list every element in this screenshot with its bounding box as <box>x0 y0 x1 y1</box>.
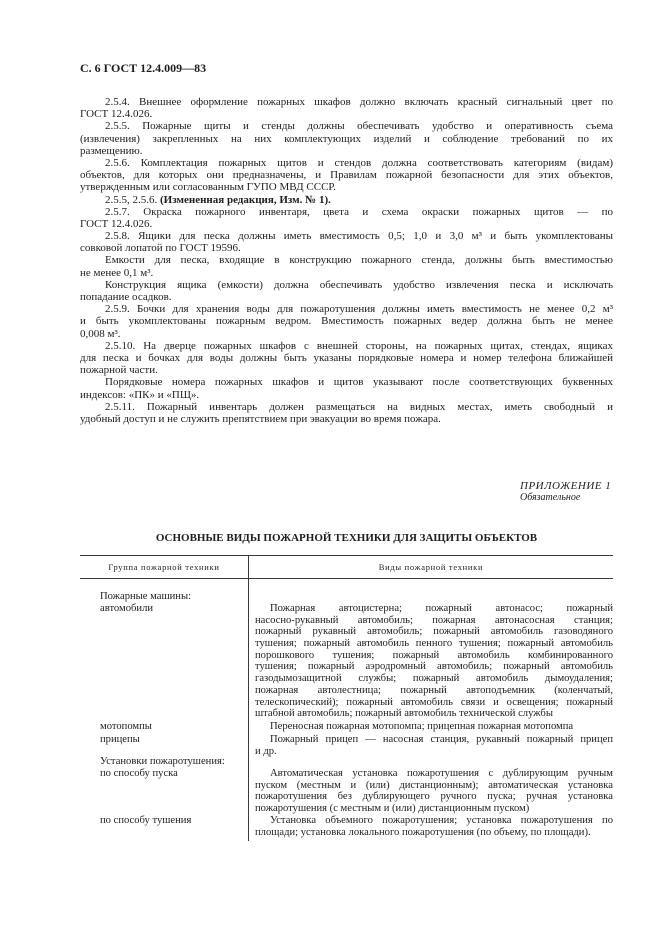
page-header: С. 6 ГОСТ 12.4.009—83 <box>80 61 207 75</box>
clause-line: попадание осадков. <box>80 291 172 303</box>
row-item-label: по способу тушения <box>100 815 192 826</box>
row-group-label: Установки пожаротушения: <box>100 756 225 767</box>
description-line: тушения; пожарный аэродромный автомобиль; пожарный автомобиль <box>255 661 613 673</box>
clause-2-5-4 <box>80 96 613 120</box>
amendment-label: (Измененная редакция, Изм. № 1). <box>160 193 331 206</box>
clause-line: (извлечения) закрепленных на них комплектующих изделий и соблюдение требований по их <box>80 132 613 145</box>
table-header-rule <box>80 578 613 579</box>
clause-sand-containers <box>80 254 613 278</box>
clause-line: не менее 0,1 м³. <box>80 266 154 279</box>
table-header-types: Виды пожарной техники <box>378 562 484 572</box>
clause-line: 0,008 м³. <box>80 327 121 340</box>
clause-line: Порядковые номера пожарных шкафов и щитов указывают после соответствующих буквенных <box>105 376 613 389</box>
row-item-description <box>255 603 613 720</box>
clause-2-5-7 <box>80 206 613 230</box>
clause-line: ГОСТ 12.4.026. <box>80 217 153 230</box>
clause-2-5-9 <box>80 303 613 340</box>
appendix-label: ПРИЛОЖЕНИЕ 1 <box>520 480 612 492</box>
description-line: штабной автомобиль; пожарный автомобиль технической службы <box>255 708 553 720</box>
description-line: и др. <box>255 745 277 757</box>
clause-line: 2.5.7. Окраска пожарного инвентаря, цвета и схема окраски пожарных щитов — по <box>105 205 613 218</box>
clause-line: ГОСТ 12.4.026. <box>80 108 153 121</box>
clause-line: для песка и бочках для воды должны быть указаны порядковые номера и номер телефона ближайшей <box>80 351 613 364</box>
clause-line: пожарной части. <box>80 364 158 377</box>
clause-line: 2.5.11. Пожарный инвентарь должен размещаться на видных местах, иметь свободный и <box>105 400 613 413</box>
clause-line: объектов, для которых они предназначены, и Правилам пожарной безопасности для этих объектов, <box>80 169 613 182</box>
row-item-description <box>255 734 613 757</box>
appendix-status: Обязательное <box>520 492 581 503</box>
description-line: порошкового тушения; пожарный автомобиль комбинированного <box>255 649 613 661</box>
description-line: Пожарный прицеп — насосная станция, рукавный пожарный прицеп <box>270 734 613 745</box>
fire-equipment-table <box>80 555 613 841</box>
description-line: Переносная пожарная мотопомпа; прицепная пожарная мотопомпа <box>270 721 574 732</box>
clause-line: удобный доступ и не служить препятствием при эвакуации во время пожара. <box>80 412 441 425</box>
description-line: пожаротушения (с местным и (или) дистанционным пуском) <box>255 803 530 815</box>
description-line: насосно-рукавный автомобиль; пожарная автонасосная станция; <box>255 614 613 626</box>
appendix-heading <box>520 480 611 504</box>
amendment-clause-numbers: 2.5.5, 2.5.6. <box>105 193 160 206</box>
clause-box-design <box>80 279 613 303</box>
clause-line: совковой лопатой по ГОСТ 19596. <box>80 242 241 255</box>
clause-line: Конструкция ящика (емкости) должна обеспечивать удобство извлечения песка и исключать <box>105 278 613 291</box>
description-line: пожаротушения без дублирующего ручного пуска; ручная установка <box>255 791 613 803</box>
description-line: площади; установка локального пожаротушения (по объему, по площади). <box>255 826 591 838</box>
row-item-description <box>255 815 613 838</box>
clause-line: утвержденным или согласованным ГУПО МВД СССР. <box>80 181 336 194</box>
amendment-note <box>80 194 613 206</box>
clause-line: 2.5.5. Пожарные щиты и стенды должны обеспечивать удобство и оперативность съема <box>105 120 613 133</box>
description-line: Пожарная автоцистерна; пожарный автонасос; пожарный <box>270 603 613 614</box>
clause-2-5-8 <box>80 230 613 254</box>
row-item-label: мотопомпы <box>100 721 152 732</box>
clause-line: 2.5.8. Ящики для песка должны иметь вместимость 0,5; 1,0 и 3,0 м³ и быть укомплектованы <box>105 230 613 243</box>
clause-line: 2.5.9. Бочки для хранения воды для пожаротушения должны иметь вместимость не менее 0,2 м³ <box>105 303 613 316</box>
row-item-label: по способу пуска <box>100 768 178 779</box>
description-line: тушения; пожарный автомобиль пенного тушения; пожарный автомобиль <box>255 638 613 650</box>
clause-line: 2.5.4. Внешнее оформление пожарных шкафов должно включать красный сигнальный цвет по <box>105 96 613 108</box>
table-column-rule <box>248 555 249 841</box>
description-line: пожарная автолестница; пожарный автоподъемник (коленчатый, <box>255 684 613 696</box>
table-header-group: Группа пожарной техники <box>108 562 220 572</box>
description-line: Автоматическая установка пожаротушения с дублирующим ручным <box>270 768 613 779</box>
clause-2-5-6 <box>80 157 613 194</box>
row-item-description <box>255 768 613 815</box>
clause-numbering-indexes <box>80 376 613 400</box>
description-line: телескопический); пожарный автомобиль связи и освещения; пожарный <box>255 696 613 708</box>
table-top-rule <box>80 555 613 556</box>
row-item-description <box>255 721 613 733</box>
clause-2-5-5 <box>80 120 613 157</box>
clause-line: Емкости для песка, входящие в конструкцию пожарного стенда, должны быть вместимостью <box>105 254 613 267</box>
table-title: ОСНОВНЫЕ ВИДЫ ПОЖАРНОЙ ТЕХНИКИ ДЛЯ ЗАЩИТЫ ОБЪЕКТОВ <box>155 532 538 544</box>
description-line: пожарный рукавный автомобиль; пожарный автомобиль газоводяного <box>255 626 613 638</box>
row-group-label: Пожарные машины: <box>100 591 192 602</box>
description-line: пуском (местным и (или) дистанционным); автоматическая установка <box>255 779 613 791</box>
clause-2-5-10 <box>80 340 613 377</box>
row-item-label: автомобили <box>100 603 154 614</box>
description-line: газодымозащитной службы; пожарный автомобиль дымоудаления; <box>255 673 613 685</box>
clauses-body <box>80 96 613 425</box>
clause-line: индексов: «ПК» и «ПЩ». <box>80 388 200 401</box>
clause-line: 2.5.6. Комплектация пожарных щитов и стендов должна соответствовать категориям (видам) <box>105 156 613 169</box>
clause-2-5-11 <box>80 401 613 425</box>
description-line: Установка объемного пожаротушения; установка пожаротушения по <box>270 815 613 826</box>
row-item-label: прицепы <box>100 734 140 745</box>
clause-line: размещению. <box>80 144 143 157</box>
clause-line: 2.5.10. На дверце пожарных шкафов с внешней стороны, на пожарных щитах, стендах, ящиках <box>105 339 613 352</box>
clause-line: и быть укомплектованы пожарным ведром. Вместимость пожарных ведер должна быть не менее <box>80 315 613 328</box>
